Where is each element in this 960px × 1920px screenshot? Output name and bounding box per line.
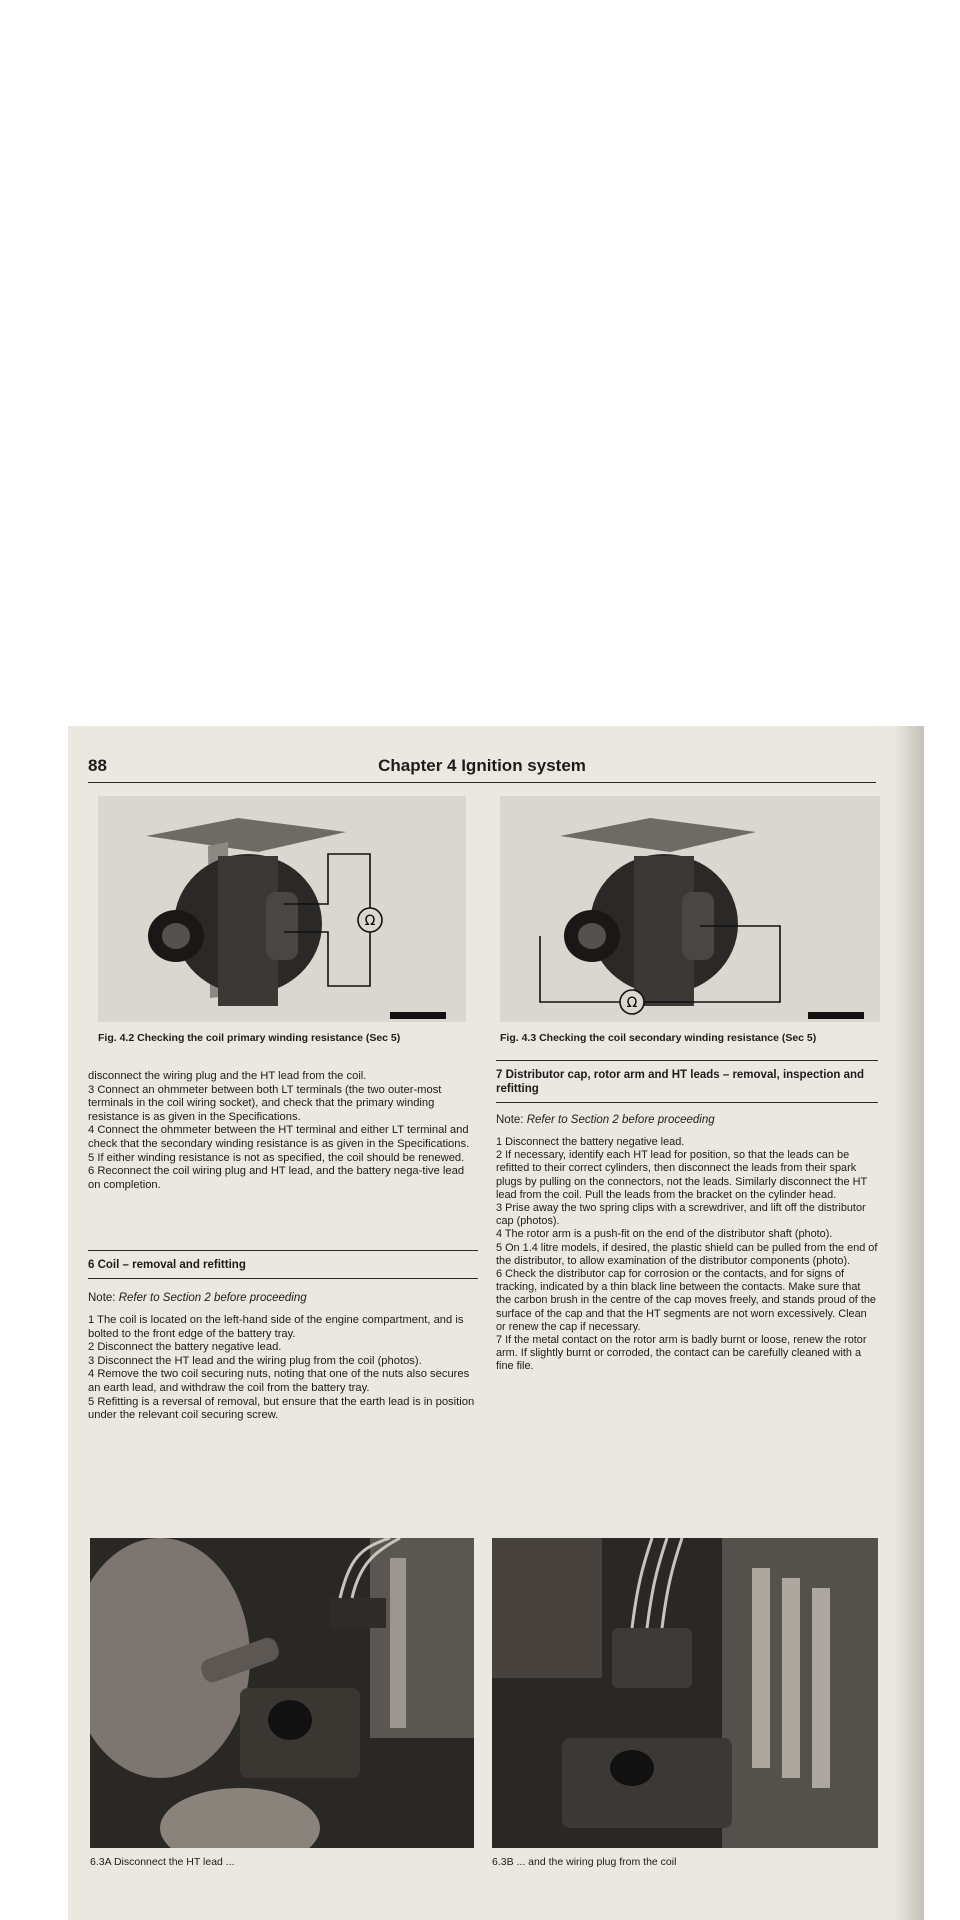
section-rule xyxy=(88,1250,478,1251)
paragraph: 5 On 1.4 litre models, if desired, the plastic shield can be pulled from the end of the distributor, to allow examination of the distributor components (photo). xyxy=(496,1241,878,1267)
figure-4-3-image xyxy=(500,796,880,1022)
ohm-symbol-label: Ω xyxy=(364,913,376,929)
figure-4-2-image xyxy=(98,796,466,1022)
page-number: 88 xyxy=(88,756,107,775)
paragraph: 5 If either winding resistance is not as specified, the coil should be renewed. xyxy=(88,1151,465,1164)
paragraph: 2 Disconnect the battery negative lead. xyxy=(88,1341,282,1354)
manual-page xyxy=(68,726,924,1920)
paragraph: 4 Connect the ohmmeter between the HT terminal and either LT terminal and check that the secondary winding resistance is as given in the Specifications. xyxy=(88,1124,470,1150)
photo-6-3b-caption: 6.3B ... and the wiring plug from the coil xyxy=(492,1856,677,1868)
section-6-text xyxy=(88,1314,478,1423)
paragraph: 7 If the metal contact on the rotor arm is badly burnt or loose, renew the rotor arm. If slightly burnt or corroded, the contact can be carefully cleaned with a fine file. xyxy=(496,1334,867,1373)
paragraph: disconnect the wiring plug and the HT lead from the coil. xyxy=(88,1070,367,1082)
paragraph: 3 Prise away the two spring clips with a screwdriver, and lift off the distributor cap (photos). xyxy=(496,1202,866,1228)
section-6-note xyxy=(88,1292,478,1304)
scale-bar xyxy=(390,1012,446,1019)
ohm-symbol-label: Ω xyxy=(626,995,638,1011)
paragraph: 1 The coil is located on the left-hand side of the engine compartment, and is bolted to the front edge of the battery tray. xyxy=(88,1314,464,1340)
engine-photo-wiring-plug xyxy=(492,1538,878,1848)
paragraph: 6 Reconnect the coil wiring plug and HT lead, and the battery nega-tive lead on completion. xyxy=(88,1165,465,1191)
section-7-note xyxy=(496,1114,878,1126)
note-label: Note: xyxy=(496,1114,524,1126)
paragraph: 1 Disconnect the battery negative lead. xyxy=(496,1136,685,1148)
paragraph: 3 Connect an ohmmeter between both LT terminals (the two outer-most terminals in the coil wiring socket), and check that the primary winding resistance is as given in the Specifications. xyxy=(88,1083,442,1123)
header-rule xyxy=(88,782,876,783)
note-text: Refer to Section 2 before proceeding xyxy=(118,1292,307,1304)
paragraph: 5 Refitting is a reversal of removal, but ensure that the earth lead is in position under the relevant coil securing screw. xyxy=(88,1395,475,1422)
section-rule xyxy=(496,1060,878,1061)
section-rule xyxy=(88,1278,478,1279)
paragraph: 6 Check the distributor cap for corrosion or the contacts, and for signs of tracking, indicated by a thin black line between the contacts. Make sure that the carbon brush in the centre of the cap moves freely, and stands proud of the surface of the cap and that the HT segments are not worn excessively. Clean or renew the cap if necessary. xyxy=(496,1268,876,1333)
paragraph: 2 If necessary, identify each HT lead for position, so that the leads can be refitted to their correct cylinders, then disconnect the leads from their spark plugs by pulling on the connectors, not the leads. Similarly disconnect the HT lead from the coil. Pull the leads from the bracket on the cylinder head. xyxy=(496,1149,867,1201)
figure-4-2-caption: Fig. 4.2 Checking the coil primary winding resistance (Sec 5) xyxy=(98,1032,401,1044)
section-6-heading: 6 Coil – removal and refitting xyxy=(88,1259,246,1271)
photo-6-3a-caption: 6.3A Disconnect the HT lead ... xyxy=(90,1856,235,1868)
paragraph: 4 Remove the two coil securing nuts, noting that one of the nuts also secures an earth lead, and withdraw the coil from the battery tray. xyxy=(88,1368,470,1394)
section-7-text xyxy=(496,1136,878,1374)
page-gutter-shadow xyxy=(894,726,924,1920)
note-text: Refer to Section 2 before proceeding xyxy=(526,1114,715,1126)
coil-primary-diagram xyxy=(98,796,466,1022)
scale-bar xyxy=(808,1012,864,1019)
section-7-heading: 7 Distributor cap, rotor arm and HT leads – removal, inspection and refitting xyxy=(496,1069,865,1095)
running-head xyxy=(88,756,876,778)
paragraph: 4 The rotor arm is a push-fit on the end of the distributor shaft (photo). xyxy=(496,1228,833,1241)
photo-6-3b xyxy=(492,1538,878,1848)
photo-6-3a xyxy=(90,1538,474,1848)
left-column-text xyxy=(88,1070,478,1192)
figure-4-3-caption: Fig. 4.3 Checking the coil secondary winding resistance (Sec 5) xyxy=(500,1032,817,1044)
note-label: Note: xyxy=(88,1292,116,1304)
engine-photo-ht-lead xyxy=(90,1538,474,1848)
coil-secondary-diagram xyxy=(500,796,880,1022)
paragraph: 3 Disconnect the HT lead and the wiring plug from the coil (photos). xyxy=(88,1354,422,1367)
chapter-title: Chapter 4 Ignition system xyxy=(378,756,586,775)
section-rule xyxy=(496,1102,878,1103)
